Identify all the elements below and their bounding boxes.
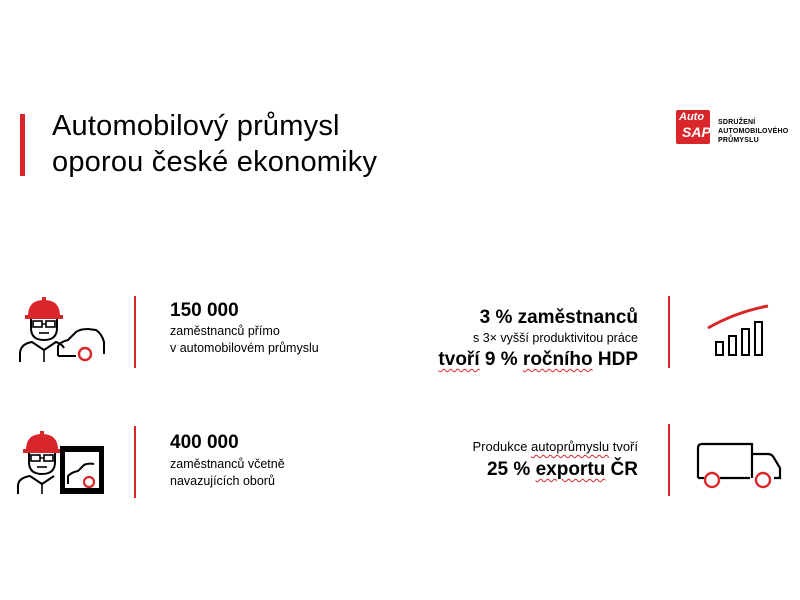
growth-bar-chart-icon: [706, 302, 772, 358]
logo-text: [718, 118, 788, 145]
export-stat-line-1: [473, 438, 639, 456]
stat-400000-desc-line-1: zaměstnanců včetně: [170, 457, 285, 471]
delivery-van-icon: [694, 438, 784, 494]
row2-left-divider: [134, 426, 136, 498]
page-title-line-1: Automobilový průmysl: [52, 110, 340, 142]
stat-400000-number: 400 000: [170, 432, 239, 453]
stat-150000-description: [170, 323, 319, 357]
productivity-stat-line-2: s 3× vyšší produktivitou práce: [472, 331, 638, 345]
row1-right-divider: [668, 296, 670, 368]
logo-text-line-1: SDRUŽENÍ: [718, 119, 756, 126]
row1-left-divider: [134, 296, 136, 368]
export-word-autoprumyslu: autoprůmyslu: [531, 439, 610, 454]
export-word-produkce: Produkce: [472, 439, 532, 454]
autosap-logo-badge: [676, 110, 710, 144]
stat-400000-desc-line-2: navazujících oborů: [170, 474, 275, 488]
page-title: [52, 108, 377, 180]
productivity-word-hdp: HDP: [592, 349, 638, 370]
row2-right-divider: [668, 424, 670, 496]
export-stat-line-2: [473, 458, 639, 482]
logo-text-line-2: AUTOMOBILOVÉHO: [718, 128, 789, 135]
productivity-stat: [438, 306, 638, 372]
logo-badge-sap: SAP: [682, 124, 711, 140]
productivity-stat-line-3: [438, 348, 638, 372]
logo-badge-auto: Auto: [679, 111, 705, 123]
export-stat: [473, 438, 639, 482]
productivity-stat-line-1: 3 % zaměstnanců: [479, 307, 638, 328]
productivity-word-rocniho: ročního: [522, 349, 593, 370]
worker-with-car-icon: [18, 294, 106, 364]
export-percent: 25 %: [486, 459, 536, 480]
autosap-logo: [676, 110, 796, 150]
worker-with-factory-icon: [16, 428, 108, 496]
export-word-tvori: tvoří: [609, 439, 638, 454]
page-title-line-2: oporou české ekonomiky: [52, 146, 378, 178]
export-word-exportu: exportu: [535, 459, 606, 480]
stat-150000-desc-line-2: v automobilovém průmyslu: [170, 341, 319, 355]
export-word-cr: ČR: [605, 459, 638, 480]
stat-400000-description: [170, 456, 285, 490]
title-accent-bar: [20, 114, 25, 176]
productivity-percent: 9 %: [479, 349, 523, 370]
productivity-word-tvori: tvoří: [438, 349, 480, 370]
stat-150000-number: 150 000: [170, 300, 239, 321]
stat-150000-desc-line-1: zaměstnanců přímo: [170, 324, 280, 338]
logo-text-line-3: PRŮMYSLU: [718, 137, 759, 144]
